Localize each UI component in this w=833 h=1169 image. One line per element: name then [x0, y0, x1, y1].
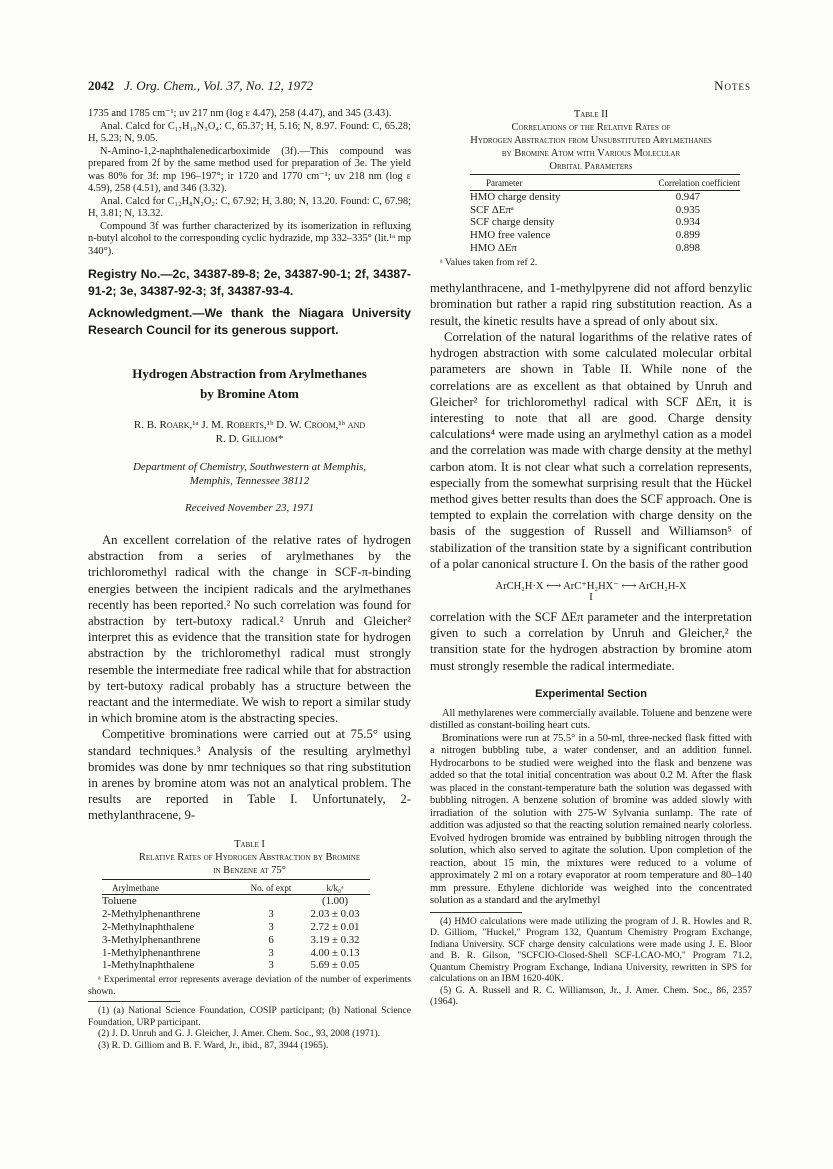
acknowledgment: Acknowledgment.—We thank the Niagara University Research Council for its generous support.	[88, 306, 411, 337]
paragraph: Brominations were run at 75.5° in a 50-ml, three-necked flask fitted with a nitrogen bubbling tube, a water condenser, and an addition funnel. Hydrocarbons to be studied were weighed into the flask and benzene was added so that the total initial concentration was about 0.2 M. After the flask was placed in the constant-temperature bath the solution was degassed with bubbling nitrogen. A benzene solution of bromine was added slowly with irradiation of the solution with 275-W Sylvania sunlamp. The rate of addition was adjusted so that the reacting solution remained nearly colorless. Evolved hydrogen bromide was entrained by bubbling nitrogen through the solution, which also served to agitate the solution. Upon completion of the reaction, about 15 min, the mixtures were reduced to a volume of approximately 2 ml on a rotary evaporator at room temperature and 80–140 mm pressure. Ethylene dichloride was weighed into the concentrated solution as a standard and the arylmethyl	[430, 732, 752, 907]
footnotes: (1) (a) National Science Foundation, COSIP participant; (b) National Science Foundation, URP participant. (2) J. D. Unruh and G. J. Gleicher, J. Amer. Chem. Soc., 93, 2008 (1971). (3) R. D. Gilliom and B. F. Ward, Jr., ibid., 87, 3944 (1965).	[88, 1005, 411, 1051]
journal-citation: J. Org. Chem., Vol. 37, No. 12, 1972	[124, 78, 314, 93]
table-row: 1-Methylnaphthalene 3 5.69 ± 0.05	[102, 959, 360, 972]
affiliation: Department of Chemistry, Southwestern at Memphis, Memphis, Tennessee 38112	[132, 461, 367, 487]
paragraph: An excellent correlation of the relative rates of hydrogen abstraction from a series of arylmethanes by the trichloromethyl radical with the change in SCF-π-binding energies between the incipient radicals and the arylmethanes recently has been reported.² No such correlation was found for abstraction by tert-butoxy radical.² Unruh and Gleicher² interpret this as evidence that the transition state for hydrogen abstraction by the trichloromethyl radical must strongly resemble the intermediate free radical while that for abstraction by tert-butoxy radical probably has a structure between the reactant and the intermediate. We wish to report a similar study in which bromine atom is the abstracting species.	[88, 533, 411, 726]
table-2: Table II Correlations of the Relative Rates of Hydrogen Abstraction from Unsubstituted Arylmethanes by Bromine Atom with Various Molecular Orbital Parameters Parameter Correlation coefficient HMO charge density 0.947 SCF ΔEπᵃ 0.935 SCF charge density 0.934 HMO free valence 0.899 HMO ΔEπ 0.898 ᵃ Values taken from ref 2.	[430, 108, 752, 268]
footnotes: (4) HMO calculations were made utilizing the program of J. R. Howles and R. D. Gilliom, "Huckel," Program 132, Quantum Chemistry Program Exchange, Indiana University. SCF charge density calculations were made using J. E. Bloor and B. R. Gilson, "SCFCIO-Closed-Shell SCF-LCAO-MO," Program 71.2, Quantum Chemistry Program Exchange, Indiana University, rewritten in SPS for calculations on an IBM 1620-40K. (5) G. A. Russell and R. C. Williamson, Jr., J. Amer. Chem. Soc., 86, 2357 (1964).	[430, 915, 752, 1008]
table-row: SCF ΔEπᵃ 0.935	[470, 203, 700, 216]
intro-line: Anal. Calcd for C₁₂H₈N₂O₂: C, 67.92; H, 3.80; N, 13.20. Found: C, 67.98; H, 3.81; N, 13.32.	[88, 195, 411, 219]
intro-line: Compound 3f was further characterized by its isomerization in refluxing n-butyl alcohol to the corresponding cyclic hydrazide, mp 332–335° (lit.¹ᵃ mp 340°).	[88, 220, 411, 257]
intro-line: N-Amino-1,2-naphthalenedicarboximide (3f).—This compound was prepared from 2f by the same method used for preparation of 3e. The yield was 80% for 3f: mp 196–197°; ir 1720 and 1770 cm⁻¹; uv 218 nm (log ε 4.59), 258 (4.51), and 346 (3.32).	[88, 145, 411, 194]
paragraph: Correlation of the natural logarithms of the relative rates of hydrogen abstraction with some calculated molecular orbital parameters are shown in Table II. While none of the correlations are as excellent as that obtained by Unruh and Gleicher² for trichloromethyl radical with SCF ΔEπ, it is interesting to note that all are good. Charge density calculations⁴ were made using an arylmethyl cation as a model and the correlation was made with charge density at the methyl carbon atom. It is not clear what such a correlation represents, especially from the somewhat surprising result that the Hückel method gives better results than does the SCF approach. One is tempted to explain the correlation with charge density on the basis of the suggestion of Russell and Williamson⁵ of stabilization of the transition state by a significant contribution of a polar canonical structure I. On the basis of the rather good	[430, 329, 752, 571]
section-name: Notes	[714, 78, 751, 93]
table-footnote: ᵃ Experimental error represents average deviation of the number of experiments shown.	[88, 974, 411, 997]
table-1: Table I Relative Rates of Hydrogen Abstraction by Bromine in Benzene at 75° Arylmethane No. of expt k/k₀ᵃ Toluene (1.00) 2-Methylphenanthrene 3 2.03 ± 0.03 2-Methylnaphthalene 3 2.72 ± 0.01 3-Methylphenanthrene 6 3.19 ± 0.32 1-Methylphenanthrene 3 4.00 ± 0.13 1-Methylnaphthalene 3 5.69 ± 0.05 ᵃ Experimental error represents average deviation of the number of experiments shown.	[88, 838, 411, 997]
table-row: HMO charge density 0.947	[470, 190, 740, 203]
table-row: SCF charge density 0.934	[470, 216, 700, 229]
experimental-text	[430, 708, 752, 908]
preceding-article-tail	[88, 108, 411, 258]
equation-label: I	[589, 591, 593, 603]
authors: R. B. Roark,¹ᵃ J. M. Roberts,¹ᵇ D. W. Croom,¹ᵇ and R. D. Gilliom*	[133, 419, 366, 445]
table-row: 3-Methylphenanthrene 6 3.19 ± 0.32	[102, 933, 360, 946]
structure-equation: ArCH₂H·X ⟷ ArC⁺H₂HX⁻ ⟷ ArCH₂H-X	[495, 580, 687, 592]
table-row: 2-Methylnaphthalene 3 2.72 ± 0.01	[102, 921, 360, 934]
right-column	[430, 108, 752, 1008]
table-1-grid	[102, 879, 370, 973]
table-row: HMO ΔEπ 0.898	[470, 241, 700, 254]
table-header-row: Parameter Correlation coefficient	[470, 175, 740, 191]
body-right	[430, 280, 752, 572]
section-heading: Experimental Section	[535, 687, 647, 700]
paragraph: Competitive brominations were carried out at 75.5° using standard techniques.³ Analysis of the resulting arylmethyl bromides was done by nmr techniques so that ring substitution in arenes by bromine atom was not an analytical problem. The results are reported in Table I. Unfortunately, 2-methylanthracene, 9-	[88, 727, 411, 823]
paragraph: correlation with the SCF ΔEπ parameter and the interpretation given to such a correlation by Unruh and Gleicher,² the transition state for the hydrogen abstraction by bromine atom must strongly resemble the radical intermediate.	[430, 609, 752, 673]
table-row: 1-Methylphenanthrene 3 4.00 ± 0.13	[102, 946, 360, 959]
table-row: Toluene (1.00)	[102, 895, 370, 908]
received-date: Received November 23, 1971	[185, 502, 314, 514]
page-header	[88, 78, 751, 96]
article-title: Hydrogen Abstraction from Arylmethanes by Bromine Atom	[132, 366, 367, 401]
page-number: 2042	[88, 78, 114, 93]
registry-numbers: Registry No.—2c, 34387-89-8; 2e, 34387-90-1; 2f, 34387-91-2; 3e, 34387-92-3; 3f, 34387-93-4.	[88, 267, 411, 298]
table-header-row: Arylmethane No. of expt k/k₀ᵃ	[102, 879, 370, 895]
intro-line: Anal. Calcd for C₁₇H₁₉N₃O₄: C, 65.37; H, 5.16; N, 8.97. Found: C, 65.28; H, 5.23; N, 9.05.	[88, 120, 411, 144]
footnote-rule	[430, 912, 522, 913]
table-2-grid	[470, 174, 740, 255]
table-row: 2-Methylphenanthrene 3 2.03 ± 0.03	[102, 908, 360, 921]
paragraph: methylanthracene, and 1-methylpyrene did not afford benzylic bromination but rather a rapid ring substitution reaction. As a result, the kinetic results have a spread of only about six.	[430, 281, 752, 328]
intro-line: 1735 and 1785 cm⁻¹; uv 217 nm (log ε 4.47), 258 (4.47), and 345 (3.43).	[88, 108, 392, 119]
table-label: Table I	[234, 838, 265, 850]
paragraph: All methylarenes were commercially available. Toluene and benzene were distilled as constant-boiling heart cuts.	[430, 707, 752, 732]
table-label: Table II	[573, 109, 609, 120]
table-row: HMO free valence 0.899	[470, 229, 700, 242]
left-column	[88, 108, 411, 1051]
table-footnote: ᵃ Values taken from ref 2.	[440, 256, 538, 268]
body-left	[88, 532, 411, 824]
footnote-rule	[88, 1001, 180, 1002]
